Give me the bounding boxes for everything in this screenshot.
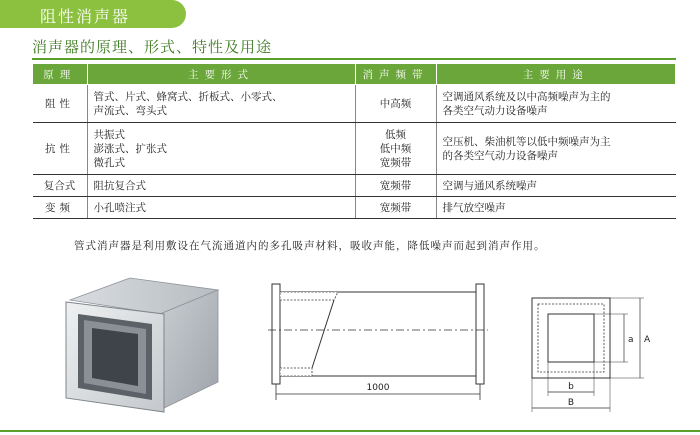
use-line: 的各类空气动力设备噪声 [442, 149, 558, 162]
form-line: 声流式、弯头式 [93, 104, 167, 117]
inner-passage [548, 314, 594, 362]
cell-forms [87, 175, 355, 197]
dim-b-label: b [568, 382, 574, 392]
cell-principle: 抗性 [33, 123, 88, 175]
band-line: 低中频 [379, 142, 412, 155]
cell-use [436, 175, 676, 197]
form-line: 微孔式 [93, 156, 125, 169]
form-line: 小孔喷注式 [93, 201, 146, 214]
table-row [33, 197, 676, 219]
band-line: 低频 [385, 128, 406, 141]
bottom-absorber-band [280, 368, 312, 376]
form-line: 共振式 [93, 128, 125, 141]
end-section-drawing [522, 292, 662, 416]
taper-line [312, 300, 334, 368]
section-subtitle: 消声器的原理、形式、特性及用途 [32, 38, 273, 56]
form-line: 澎涨式、扩张式 [93, 142, 167, 155]
top-absorber-band [280, 292, 338, 300]
cell-use [436, 197, 676, 219]
right-flange [476, 284, 484, 384]
table-header-row [33, 64, 676, 85]
use-line: 空压机、柴油机等以低中频噪声为主 [442, 135, 611, 148]
length-label: 1000 [366, 383, 390, 393]
header-band: 消声频带 [355, 64, 436, 85]
cell-use [436, 85, 676, 123]
cell-principle: 复合式 [33, 175, 88, 197]
spec-table [32, 63, 676, 219]
form-line: 阻抗复合式 [93, 179, 146, 192]
cell-band [355, 85, 436, 123]
section-divider [32, 58, 676, 60]
side-section-drawing [268, 272, 494, 412]
cell-principle: 阻性 [33, 85, 88, 123]
use-line: 空调与通风系统噪声 [442, 179, 537, 192]
use-line: 排气放空噪声 [442, 201, 506, 214]
band-line: 宽频带 [379, 179, 412, 192]
dim-B-label: B [567, 398, 575, 408]
band-line: 宽频带 [379, 201, 412, 214]
table-row [33, 123, 676, 175]
header-use: 主要用途 [436, 64, 676, 85]
left-flange [272, 284, 280, 384]
dim-A-label: A [644, 335, 651, 345]
footer-divider [0, 430, 700, 432]
silencer-product-image [60, 270, 230, 420]
cell-band [355, 123, 436, 175]
cell-use [436, 123, 676, 175]
use-line: 各类空气动力设备噪声 [442, 104, 548, 117]
cell-band [355, 175, 436, 197]
dim-a-label: a [628, 335, 634, 345]
header-forms: 主要形式 [87, 64, 355, 85]
cell-principle: 变频 [33, 197, 88, 219]
form-line: 管式、片式、蜂窝式、折板式、小零式、 [93, 90, 283, 103]
cell-forms [87, 123, 355, 175]
table-row [33, 85, 676, 123]
cell-band [355, 197, 436, 219]
cell-forms [87, 85, 355, 123]
cell-forms [87, 197, 355, 219]
header-principle: 原理 [33, 64, 88, 85]
band-line: 宽频带 [379, 156, 412, 169]
description-note: 管式消声器是利用敷设在气流通道内的多孔吸声材料，吸收声能，降低噪声而起到消声作用。 [74, 240, 546, 252]
page-title: 阻性消声器 [40, 7, 131, 26]
use-line: 空调通风系统及以中高频噪声为主的 [442, 90, 611, 103]
box-inner-shadow [92, 328, 138, 386]
band-line: 中高频 [379, 97, 412, 110]
table-row [33, 175, 676, 197]
